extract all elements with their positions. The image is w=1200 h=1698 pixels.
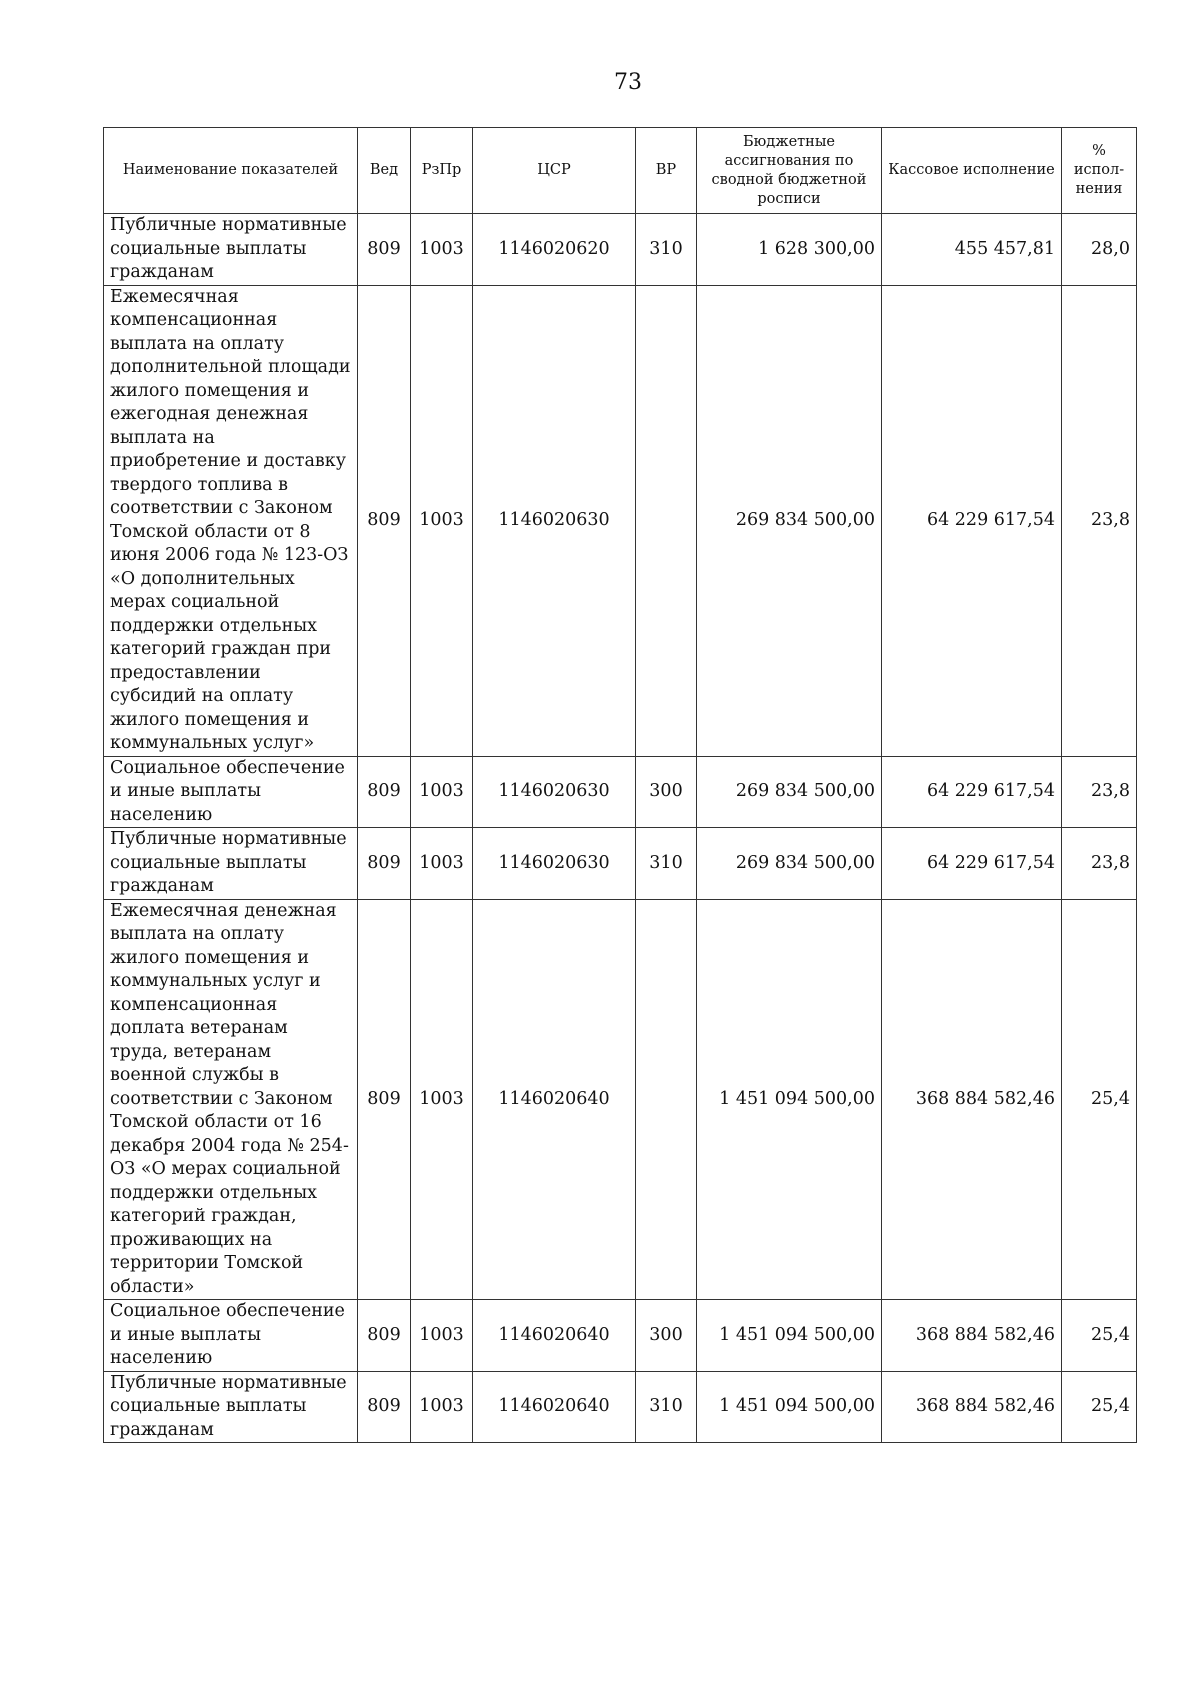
- table-row: [104, 899, 1137, 1300]
- header-rzpr: РзПр: [411, 128, 473, 214]
- table-row: [104, 1371, 1137, 1443]
- row-csr: 1146020640: [473, 1371, 636, 1443]
- row-vr: 310: [636, 828, 697, 900]
- row-rzpr: 1003: [411, 1300, 473, 1372]
- row-rzpr: 1003: [411, 1371, 473, 1443]
- table-row: [104, 828, 1137, 900]
- row-name: Социальное обеспечение и иные выплаты населению: [104, 756, 358, 828]
- row-vr: 300: [636, 1300, 697, 1372]
- row-csr: 1146020640: [473, 899, 636, 1300]
- row-cash: 64 229 617,54: [882, 756, 1062, 828]
- row-ved: 809: [358, 828, 411, 900]
- header-budget: Бюджетные ассигнования по сводной бюджетной росписи: [697, 128, 882, 214]
- row-rzpr: 1003: [411, 828, 473, 900]
- row-budget: 269 834 500,00: [697, 285, 882, 756]
- row-cash: 368 884 582,46: [882, 1371, 1062, 1443]
- table-header-row: [104, 128, 1137, 214]
- row-vr: 300: [636, 756, 697, 828]
- row-name: Социальное обеспечение и иные выплаты населению: [104, 1300, 358, 1372]
- row-csr: 1146020640: [473, 1300, 636, 1372]
- header-ved: Вед: [358, 128, 411, 214]
- row-percent: 23,8: [1062, 285, 1137, 756]
- row-ved: 809: [358, 285, 411, 756]
- row-budget: 1 451 094 500,00: [697, 1300, 882, 1372]
- row-csr: 1146020630: [473, 828, 636, 900]
- row-csr: 1146020630: [473, 756, 636, 828]
- header-cash: Кассовое исполнение: [882, 128, 1062, 214]
- table-row: [104, 1300, 1137, 1372]
- row-name: Публичные нормативные социальные выплаты гражданам: [104, 214, 358, 286]
- row-ved: 809: [358, 899, 411, 1300]
- row-budget: 269 834 500,00: [697, 756, 882, 828]
- row-rzpr: 1003: [411, 214, 473, 286]
- row-name: Ежемесячная компенсационная выплата на оплату дополнительной площади жилого помещения и ежегодная денежная выплата на приобретение и доставку твердого топлива в соответствии с Законом Томской области от 8 июня 2006 года № 123-ОЗ «О дополнительных мерах социальной поддержки отдельных категорий граждан при предоставлении субсидий на оплату жилого помещения и коммунальных услуг»: [104, 285, 358, 756]
- row-rzpr: 1003: [411, 285, 473, 756]
- row-cash: 64 229 617,54: [882, 828, 1062, 900]
- header-percent: % испол-нения: [1062, 128, 1137, 214]
- header-name: Наименование показателей: [104, 128, 358, 214]
- table-row: [104, 214, 1137, 286]
- row-budget: 269 834 500,00: [697, 828, 882, 900]
- budget-execution-table: [103, 127, 1137, 1443]
- row-percent: 25,4: [1062, 899, 1137, 1300]
- row-ved: 809: [358, 214, 411, 286]
- row-name: Публичные нормативные социальные выплаты гражданам: [104, 1371, 358, 1443]
- row-percent: 25,4: [1062, 1300, 1137, 1372]
- row-name: Ежемесячная денежная выплата на оплату жилого помещения и коммунальных услуг и компенсационная доплата ветеранам труда, ветеранам военной службы в соответствии с Законом Томской области от 16 декабря 2004 года № 254-ОЗ «О мерах социальной поддержки отдельных категорий граждан, проживающих на территории Томской области»: [104, 899, 358, 1300]
- table-row: [104, 756, 1137, 828]
- row-cash: 368 884 582,46: [882, 1300, 1062, 1372]
- row-cash: 455 457,81: [882, 214, 1062, 286]
- row-ved: 809: [358, 1300, 411, 1372]
- row-vr: 310: [636, 214, 697, 286]
- header-csr: ЦСР: [473, 128, 636, 214]
- row-ved: 809: [358, 1371, 411, 1443]
- row-vr: 310: [636, 1371, 697, 1443]
- row-budget: 1 451 094 500,00: [697, 899, 882, 1300]
- row-vr: [636, 899, 697, 1300]
- row-cash: 64 229 617,54: [882, 285, 1062, 756]
- row-ved: 809: [358, 756, 411, 828]
- row-budget: 1 628 300,00: [697, 214, 882, 286]
- row-percent: 25,4: [1062, 1371, 1137, 1443]
- row-budget: 1 451 094 500,00: [697, 1371, 882, 1443]
- row-percent: 23,8: [1062, 828, 1137, 900]
- row-percent: 23,8: [1062, 756, 1137, 828]
- row-csr: 1146020630: [473, 285, 636, 756]
- row-percent: 28,0: [1062, 214, 1137, 286]
- row-rzpr: 1003: [411, 899, 473, 1300]
- page-number: 73: [614, 70, 642, 95]
- table-row: [104, 285, 1137, 756]
- row-name: Публичные нормативные социальные выплаты гражданам: [104, 828, 358, 900]
- row-csr: 1146020620: [473, 214, 636, 286]
- row-rzpr: 1003: [411, 756, 473, 828]
- header-vr: ВР: [636, 128, 697, 214]
- row-cash: 368 884 582,46: [882, 899, 1062, 1300]
- row-vr: [636, 285, 697, 756]
